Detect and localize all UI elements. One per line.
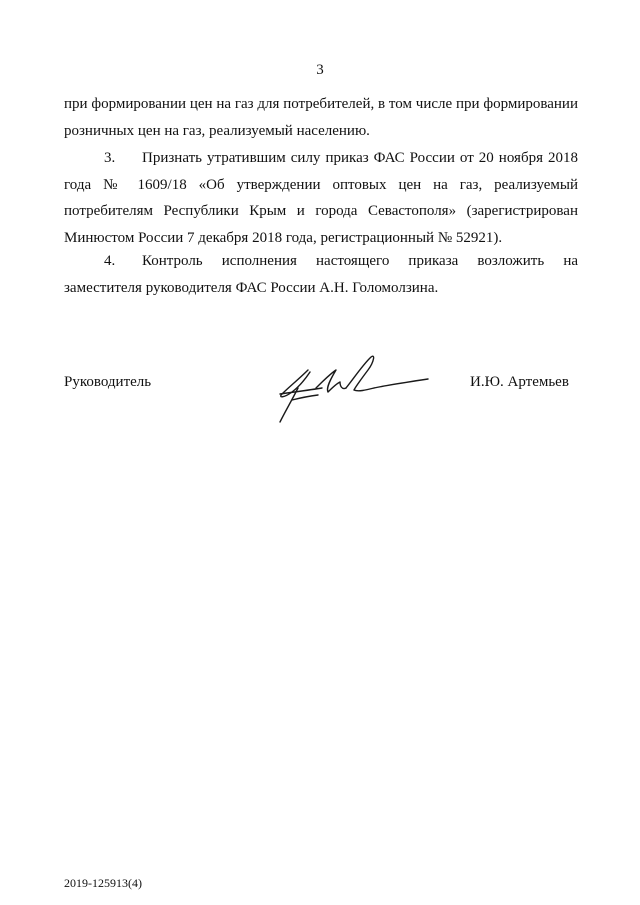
handwritten-signature bbox=[270, 348, 435, 428]
signatory-title: Руководитель bbox=[64, 374, 152, 390]
paragraph-text: при формировании цен на газ для потребителей, в том числе при формировании розничных цен на газ, реализуемый населению. bbox=[64, 96, 578, 139]
signatory-name: И.Ю. Артемьев bbox=[470, 374, 569, 390]
item-text: Контроль исполнения настоящего приказа возложить на заместителя руководителя ФАС России А.Н. Голомолзина. bbox=[64, 253, 578, 296]
item-number: 4. bbox=[104, 253, 116, 269]
item-text: Признать утратившим силу приказ ФАС России от 20 ноября 2018 года № 1609/18 «Об утверждении оптовых цен на газ, реализуемый потребителям Республики Крым и города Севастополя» (зарегистрирован Минюстом России 7 декабря 2018 года, регистрационный № 52921). bbox=[64, 150, 578, 246]
document-code: 2019-125913(4) bbox=[64, 876, 142, 890]
item-number: 3. bbox=[104, 150, 116, 166]
page-number: 3 bbox=[316, 62, 324, 78]
paragraph-item-3 bbox=[64, 145, 578, 251]
paragraph-continuation bbox=[64, 91, 578, 144]
paragraph-item-4 bbox=[64, 248, 578, 301]
